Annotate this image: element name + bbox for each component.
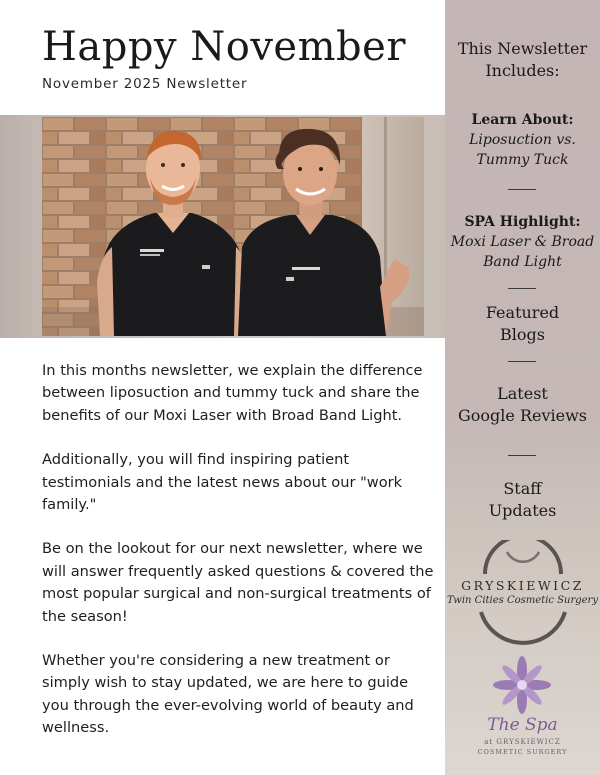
- sidebar-item-featured-blogs[interactable]: [445, 302, 600, 346]
- photo-band: [0, 115, 445, 338]
- doctors-photo: [42, 117, 424, 336]
- staff-updates-line1: Staff: [503, 479, 542, 498]
- learn-about-line2: Tummy Tuck: [476, 152, 569, 168]
- newsletter-body: [42, 360, 437, 762]
- intro-paragraph: In this months newsletter, we explain the difference between liposuction and tummy tuck and share the benefits of our Moxi Laser with Broad Band Light.: [42, 362, 423, 424]
- sidebar-item-spa-highlight[interactable]: [445, 212, 600, 272]
- spa-name: The Spa: [487, 715, 558, 735]
- gryskiewicz-logo[interactable]: [445, 540, 600, 650]
- sidebar-heading: [445, 38, 600, 82]
- testimonials-paragraph: Additionally, you will find inspiring patient testimonials and the latest news about our "work family.": [42, 451, 403, 514]
- lotus-flower-icon: [445, 655, 600, 715]
- google-reviews-line2: Google Reviews: [457, 406, 587, 425]
- sidebar-divider: [508, 288, 536, 289]
- sidebar-item-staff-updates[interactable]: [445, 478, 600, 522]
- learn-about-line1: Liposuction vs.: [469, 132, 576, 148]
- sidebar-divider: [508, 361, 536, 362]
- spa-logo[interactable]: [445, 655, 600, 775]
- gryskiewicz-name: GRYSKIEWICZ: [461, 578, 584, 593]
- featured-blogs-line1: Featured: [485, 303, 560, 322]
- newsletter-subtitle: November 2025 Newsletter: [42, 76, 248, 92]
- spa-highlight-label: SPA Highlight:: [464, 214, 581, 230]
- sidebar-heading-line2: Includes:: [485, 61, 560, 80]
- doctors-photo-illustration: [42, 117, 424, 336]
- staff-updates-line2: Updates: [488, 501, 557, 520]
- next-newsletter-paragraph: Be on the lookout for our next newsletter, where we will answer frequently asked questions & covered the most popular surgical and non-surgical treatments of the season!: [42, 540, 434, 625]
- closing-paragraph: Whether you're considering a new treatment or simply wish to stay updated, we are here to guide you through the ever-evolving world of beauty and wellness.: [42, 652, 414, 737]
- sidebar-divider: [508, 455, 536, 456]
- google-reviews-line1: Latest: [497, 384, 548, 403]
- learn-about-label: Learn About:: [471, 112, 574, 128]
- spa-highlight-line2: Band Light: [483, 254, 562, 270]
- gryskiewicz-tagline: Twin Cities Cosmetic Surgery: [446, 595, 598, 606]
- featured-blogs-line2: Blogs: [500, 325, 545, 344]
- newsletter-header: [0, 0, 445, 115]
- spa-highlight-line1: Moxi Laser & Broad: [450, 234, 595, 250]
- newsletter-title: Happy November: [42, 24, 406, 70]
- spa-at-line: at GRYSKIEWICZ: [484, 738, 561, 746]
- sidebar-item-google-reviews[interactable]: [445, 383, 600, 427]
- sidebar-heading-line1: This Newsletter: [457, 39, 588, 58]
- sidebar-item-learn-about[interactable]: [445, 110, 600, 170]
- contents-sidebar: [445, 0, 600, 775]
- sidebar-divider: [508, 189, 536, 190]
- spa-subline: COSMETIC SURGERY: [477, 748, 568, 756]
